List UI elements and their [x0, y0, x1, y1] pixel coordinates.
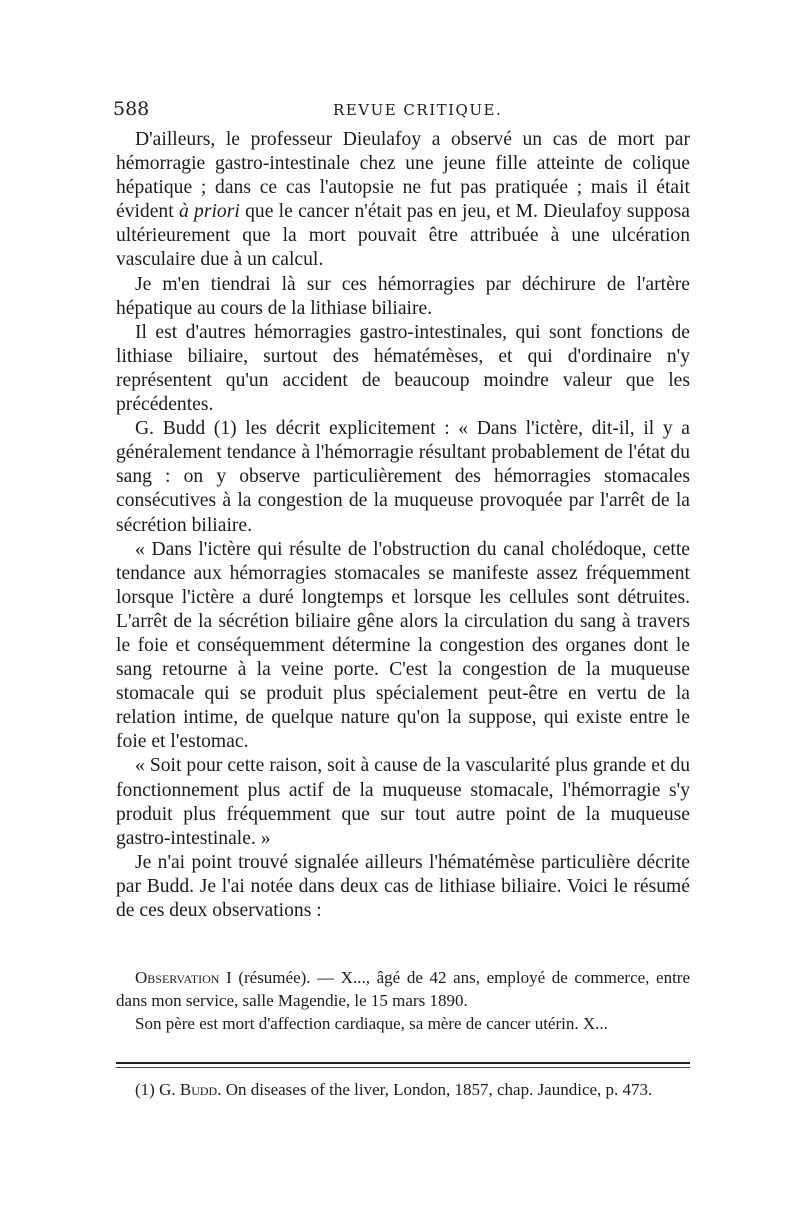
paragraph: [116, 128, 690, 273]
paragraph: Je n'ai point trouvé signalée ailleurs l'hématémèse particulière décrite par Budd. Je l'ai notée dans deux cas de lithiase biliaire. Voici le résumé de ces deux observations :: [116, 851, 690, 921]
footnote-rule-thin: [116, 1067, 690, 1068]
page-number: 588: [113, 98, 150, 120]
footnote-marker: (1): [135, 1080, 155, 1099]
footnote: [116, 1078, 690, 1101]
main-text: [116, 128, 690, 923]
paragraph: Il est d'autres hémorragies gastro-intestinales, qui sont fonctions de lithiase biliaire, surtout des hématémèses, et qui d'ordinaire n'y représentent qu'un accident de beaucoup moindre valeur que les précédentes.: [116, 321, 690, 416]
observation-block: [116, 966, 690, 1035]
footnote-text: [116, 1078, 690, 1101]
paragraph: « Soit pour cette raison, soit à cause de la vascularité plus grande et du fonctionnement plus actif de la muqueuse stomacale, l'hémorragie s'y produit plus fréquemment que sur tout autre point de la muqueuse gastro-intestinale. »: [116, 755, 690, 849]
observation-line: Son père est mort d'affection cardiaque, sa mère de cancer utérin. X...: [135, 1014, 608, 1033]
footnote-author: G. Budd.: [159, 1080, 222, 1099]
footnote-rule: [116, 1062, 690, 1064]
paragraph: « Dans l'ictère qui résulte de l'obstruction du canal cholédoque, cette tendance aux hémorragies stomacales se manifeste assez fréquemment lorsque l'ictère a duré longtemps et lorsque les cellules sont détruites. L'arrêt de la sécrétion biliaire gêne alors la circulation du sang à travers le foie et conséquemment détermine la congestion des organes dont le sang retourne à la veine porte. C'est la congestion de la muqueuse stomacale qui se produit plus spécialement peut-être en vertu de la relation intime, de quelque nature qu'on la suppose, qui existe entre le foie et l'estomac.: [116, 538, 690, 753]
footnote-body: On diseases of the liver, London, 1857, chap. Jaundice, p. 473.: [225, 1080, 653, 1099]
paragraph-text: que le cancer n'était pas en jeu, et M. Dieulafoy supposa ultérieurement que la mort pouvait être attribuée à une ulcération vasculaire due à un calcul.: [116, 201, 690, 271]
running-head: REVUE CRITIQUE.: [333, 101, 503, 119]
paragraph: G. Budd (1) les décrit explicitement : « Dans l'ictère, dit-il, il y a généralement tendance à l'hémorragie résultant probablement de l'état du sang : on y observe particulièrement des hémorragies stomacales consécutives à la congestion de la muqueuse provoquée par l'arrêt de la sécrétion biliaire.: [116, 418, 690, 536]
italic-phrase: à priori: [178, 201, 240, 223]
observation-label: Observation: [135, 968, 220, 987]
paragraph: Je m'en tiendrai là sur ces hémorragies par déchirure de l'artère hépatique au cours de la lithiase biliaire.: [116, 273, 690, 319]
page-header: [113, 98, 693, 124]
observation-text: I (résumée). — X..., âgé de 42 ans, employé de commerce, entre dans mon service, salle Magendie, le 15 mars 1890.: [116, 968, 690, 1010]
observation-line: [116, 966, 690, 1012]
paragraph-text: D'ailleurs, le professeur Dieulafoy a observé un cas de mort par hémorragie gastro-intestinale chez une jeune fille atteinte de colique hépatique ; dans ce cas l'autopsie ne fut pas pratiquée ; mais il était évident: [116, 129, 690, 223]
